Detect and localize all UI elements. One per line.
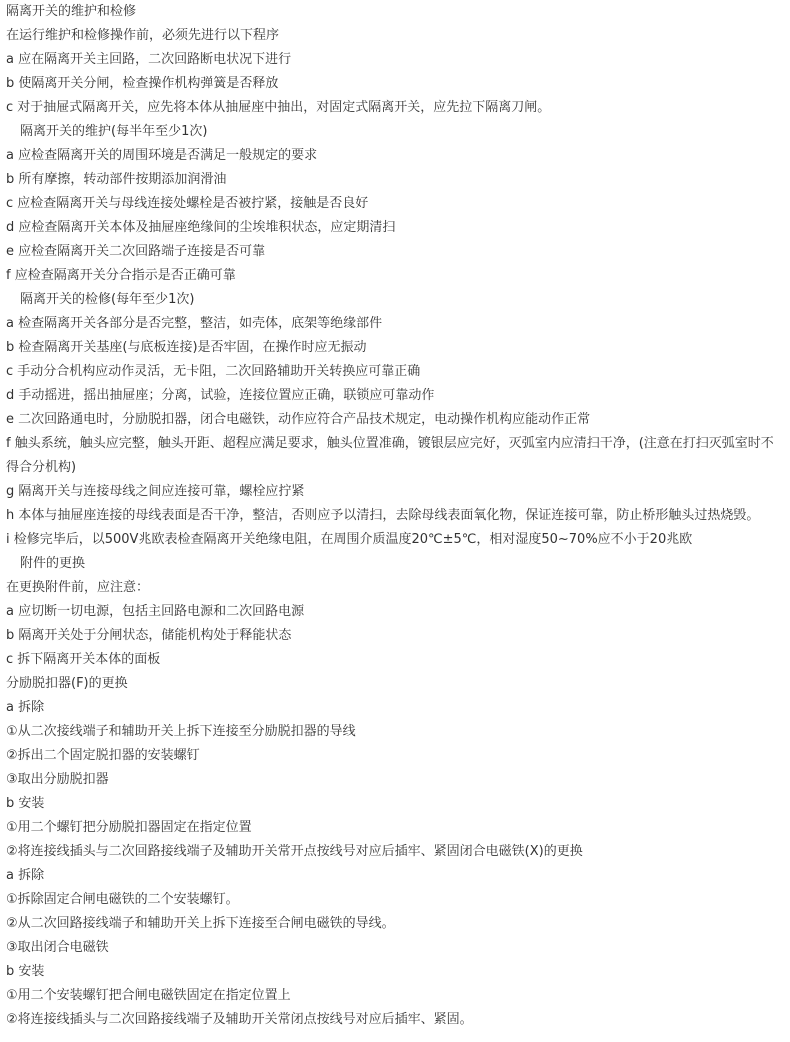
- doc-line: g 隔离开关与连接母线之间应连接可靠，螺栓应拧紧: [6, 484, 305, 499]
- doc-line: ①从二次接线端子和辅助开关上拆下连接至分励脱扣器的导线: [6, 724, 356, 739]
- doc-line: a 拆除: [6, 700, 45, 715]
- doc-line: e 应检查隔离开关二次回路端子连接是否可靠: [6, 244, 266, 259]
- doc-line: b 隔离开关处于分闸状态，储能机构处于释能状态: [6, 628, 292, 643]
- doc-line: c 应检查隔离开关与母线连接处螺栓是否被拧紧，接触是否良好: [6, 196, 369, 211]
- doc-line: ③取出分励脱扣器: [6, 772, 109, 787]
- doc-line: a 应检查隔离开关的周围环境是否满足一般规定的要求: [6, 148, 318, 163]
- doc-line: ①拆除固定合闸电磁铁的二个安装螺钉。: [6, 892, 239, 907]
- section-heading: 隔离开关的维护(每半年至少1次): [20, 124, 208, 139]
- doc-line: ①用二个螺钉把分励脱扣器固定在指定位置: [6, 820, 252, 835]
- doc-line: ②从二次回路接线端子和辅助开关上拆下连接至合闸电磁铁的导线。: [6, 916, 395, 931]
- doc-line: c 对于抽屉式隔离开关，应先将本体从抽屉座中抽出，对固定式隔离开关，应先拉下隔离刀闸。: [6, 100, 551, 115]
- doc-line: a 应切断一切电源，包括主回路电源和二次回路电源: [6, 604, 305, 619]
- doc-line: b 所有摩擦，转动部件按期添加润滑油: [6, 172, 227, 187]
- doc-line: ②将连接线插头与二次回路接线端子及辅助开关常开点按线号对应后插牢、紧固闭合电磁铁(X)的更换: [6, 844, 583, 859]
- doc-line: ②拆出二个固定脱扣器的安装螺钉: [6, 748, 200, 763]
- section-heading: 隔离开关的检修(每年至少1次): [20, 292, 195, 307]
- doc-line: a 拆除: [6, 868, 45, 883]
- doc-line: c 拆下隔离开关本体的面板: [6, 652, 161, 667]
- doc-line: 在运行维护和检修操作前，必须先进行以下程序: [6, 28, 280, 43]
- doc-line: ②将连接线插头与二次回路接线端子及辅助开关常闭点按线号对应后插牢、紧固。: [6, 1012, 473, 1027]
- section-heading: 分励脱扣器(F)的更换: [6, 676, 128, 691]
- doc-line: ①用二个安装螺钉把合闸电磁铁固定在指定位置上: [6, 988, 291, 1003]
- doc-line: b 安装: [6, 964, 45, 979]
- doc-line: ③取出闭合电磁铁: [6, 940, 109, 955]
- doc-title: 隔离开关的维护和检修: [6, 4, 137, 19]
- doc-line: h 本体与抽屉座连接的母线表面是否干净，整洁，否则应予以清扫，去除母线表面氧化物，保证连接可靠，防止桥形触头过热烧毁。: [6, 508, 760, 523]
- doc-line: i 检修完毕后，以500V兆欧表检查隔离开关绝缘电阻，在周围介质温度20℃±5℃，相对湿度50~70%应不小于20兆欧: [6, 532, 693, 547]
- doc-line: d 应检查隔离开关本体及抽屉座绝缘间的尘埃堆积状态，应定期清扫: [6, 220, 396, 235]
- doc-line: d 手动摇进，摇出抽屉座；分离，试验，连接位置应正确，联锁应可靠动作: [6, 388, 435, 403]
- doc-line: a 应在隔离开关主回路，二次回路断电状况下进行: [6, 52, 292, 67]
- section-heading: 附件的更换: [20, 556, 86, 571]
- doc-line: b 检查隔离开关基座(与底板连接)是否牢固，在操作时应无振动: [6, 340, 367, 355]
- doc-line: 在更换附件前，应注意：: [6, 580, 150, 595]
- doc-line: f 触头系统，触头应完整，触头开距、超程应满足要求，触头位置准确，镀银层应完好，灭弧室内应清扫干净，(注意在打扫灭弧室时不得合分机构): [6, 436, 774, 475]
- doc-line: c 手动分合机构应动作灵活，无卡阻，二次回路辅助开关转换应可靠正确: [6, 364, 421, 379]
- doc-line: f 应检查隔离开关分合指示是否正确可靠: [6, 268, 236, 283]
- doc-line: e 二次回路通电时，分励脱扣器，闭合电磁铁，动作应符合产品技术规定，电动操作机构应能动作正常: [6, 412, 591, 427]
- doc-line: a 检查隔离开关各部分是否完整，整洁，如壳体，底架等绝缘部件: [6, 316, 383, 331]
- doc-line: b 安装: [6, 796, 45, 811]
- doc-line: b 使隔离开关分闸，检查操作机构弹簧是否释放: [6, 76, 279, 91]
